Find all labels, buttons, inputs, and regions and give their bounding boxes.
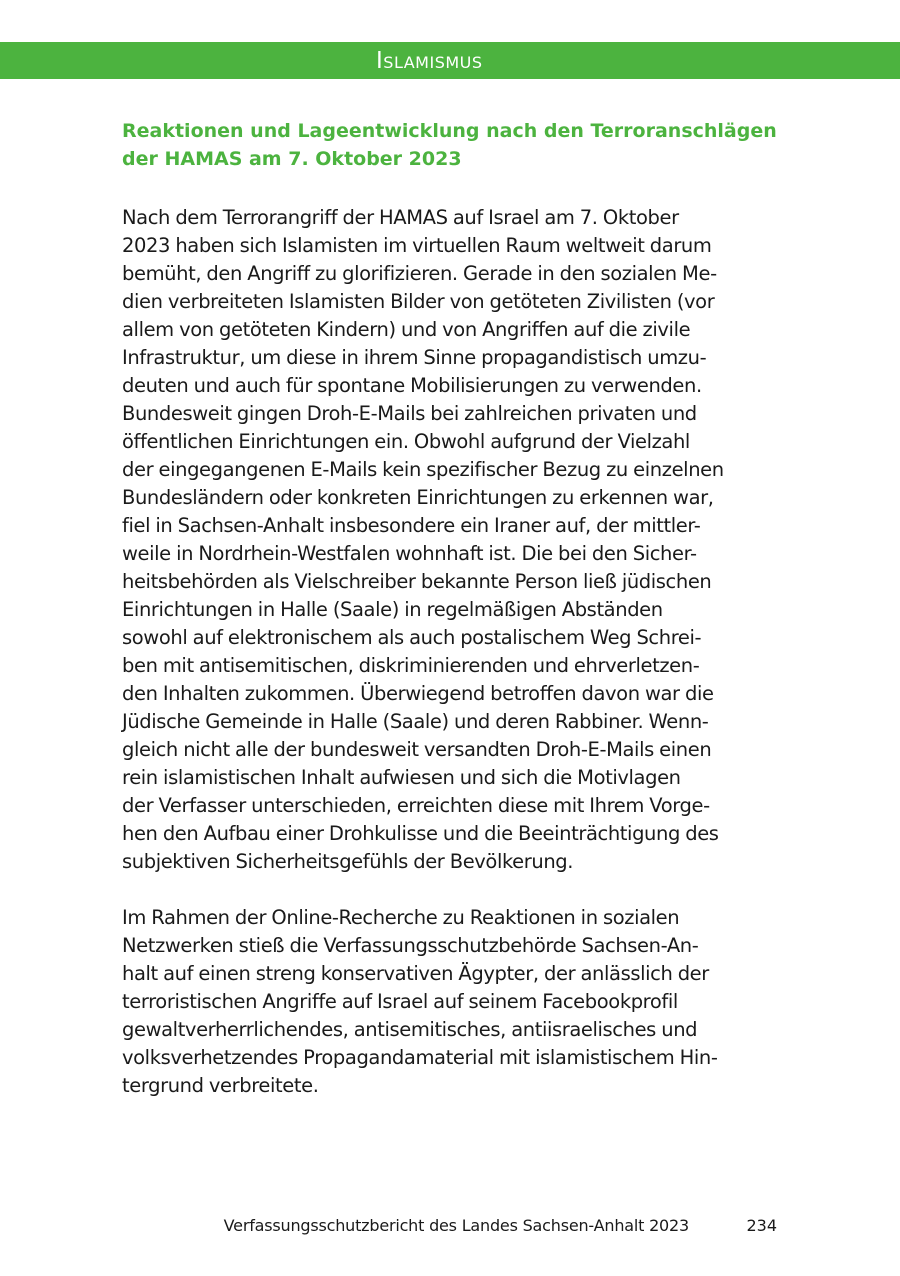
body-paragraph-2	[122, 904, 782, 1100]
text-line: Einrichtungen in Halle (Saale) in regelmäßigen Abständen	[122, 598, 663, 621]
text-line: fiel in Sachsen-Anhalt insbesondere ein Iraner auf, der mittler-	[122, 514, 701, 537]
text-line: terroristischen Angriffe auf Israel auf seinem Facebookprofil	[122, 990, 678, 1013]
body-paragraph-1	[122, 204, 782, 876]
text-line: sowohl auf elektronischem als auch postalischem Weg Schrei-	[122, 626, 702, 649]
chapter-title: Islamismus	[376, 48, 483, 74]
chapter-header-bar	[0, 42, 900, 79]
text-line: bemüht, den Angriff zu glorifizieren. Gerade in den sozialen Me-	[122, 262, 717, 285]
text-line: weile in Nordrhein-Westfalen wohnhaft ist. Die bei den Sicher-	[122, 542, 697, 565]
text-line: subjektiven Sicherheitsgefühls der Bevölkerung.	[122, 850, 574, 873]
text-line: hen den Aufbau einer Drohkulisse und die Beeinträchtigung des	[122, 822, 719, 845]
text-line: Jüdische Gemeinde in Halle (Saale) und deren Rabbiner. Wenn-	[122, 710, 709, 733]
text-line: ben mit antisemitischen, diskriminierenden und ehrverletzen-	[122, 654, 700, 677]
text-line: tergrund verbreitete.	[122, 1074, 319, 1097]
text-line: heitsbehörden als Vielschreiber bekannte Person ließ jüdischen	[122, 570, 712, 593]
text-line: öffentlichen Einrichtungen ein. Obwohl aufgrund der Vielzahl	[122, 430, 690, 453]
page-footer	[0, 1212, 900, 1240]
page-content	[122, 117, 782, 1100]
text-line: rein islamistischen Inhalt aufwiesen und sich die Motivlagen	[122, 766, 681, 789]
text-line: gleich nicht alle der bundesweit versandten Droh-E-Mails einen	[122, 738, 712, 761]
section-heading	[122, 117, 782, 173]
section-heading-line: Reaktionen und Lageentwicklung nach den Terroranschlägen	[122, 120, 777, 142]
text-line: halt auf einen streng konservativen Ägypter, der anlässlich der	[122, 962, 709, 985]
text-line: deuten und auch für spontane Mobilisierungen zu verwenden.	[122, 374, 702, 397]
text-line: dien verbreiteten Islamisten Bilder von getöteten Zivilisten (vor	[122, 290, 715, 313]
section-heading-line: der HAMAS am 7. Oktober 2023	[122, 148, 462, 170]
text-line: der eingegangenen E-Mails kein spezifischer Bezug zu einzelnen	[122, 458, 724, 481]
text-line: allem von getöteten Kindern) und von Angriffen auf die zivile	[122, 318, 691, 341]
text-line: volksverhetzendes Propagandamaterial mit islamistischem Hin-	[122, 1046, 718, 1069]
text-line: der Verfasser unterschieden, erreichten diese mit Ihrem Vorge-	[122, 794, 710, 817]
text-line: Infrastruktur, um diese in ihrem Sinne propagandistisch umzu-	[122, 346, 707, 369]
text-line: Bundesländern oder konkreten Einrichtungen zu erkennen war,	[122, 486, 714, 509]
text-line: Netzwerken stieß die Verfassungsschutzbehörde Sachsen-An-	[122, 934, 699, 957]
text-line: den Inhalten zukommen. Überwiegend betroffen davon war die	[122, 682, 714, 705]
page-number: 234	[746, 1216, 777, 1235]
text-line: Nach dem Terrorangriff der HAMAS auf Israel am 7. Oktober	[122, 206, 679, 229]
text-line: 2023 haben sich Islamisten im virtuellen Raum weltweit darum	[122, 234, 712, 257]
text-line: Im Rahmen der Online-Recherche zu Reaktionen in sozialen	[122, 906, 680, 929]
footer-report-title: Verfassungsschutzbericht des Landes Sachsen-Anhalt 2023	[223, 1216, 689, 1235]
text-line: gewaltverherrlichendes, antisemitisches, antiisraelisches und	[122, 1018, 698, 1041]
text-line: Bundesweit gingen Droh-E-Mails bei zahlreichen privaten und	[122, 402, 697, 425]
